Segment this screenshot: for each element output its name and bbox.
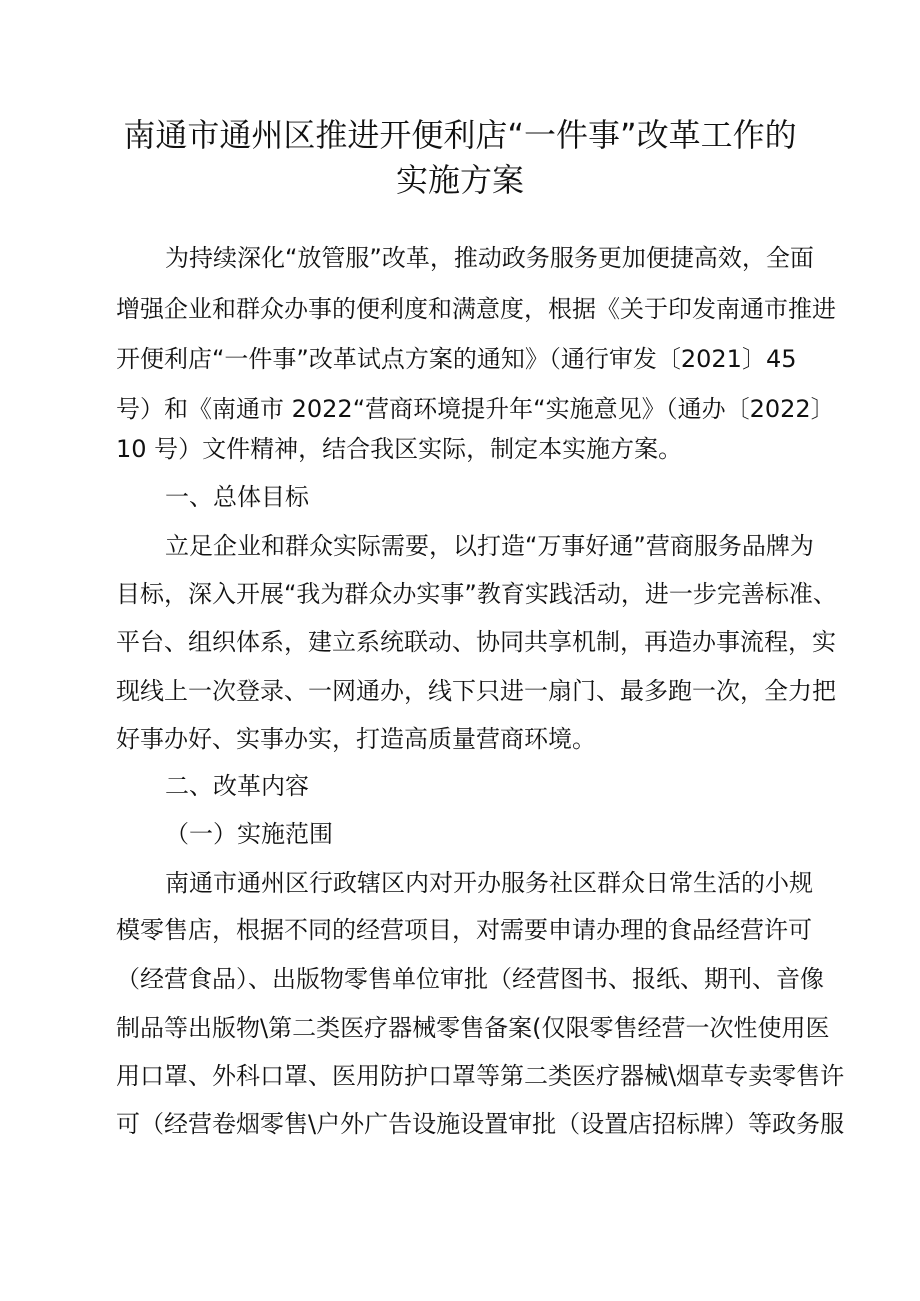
body-line-13: （经营食品）、出版物零售单位审批（经营图书、报纸、期刊、音像 xyxy=(116,965,824,993)
body-line-1: 为持续深化“放管服”改革，推动政务服务更加便捷高效，全面 xyxy=(165,244,814,272)
body-line-16: 可（经营卷烟零售\户外广告设施设置审批（设置店招标牌）等政务服 xyxy=(116,1110,845,1138)
body-line-11: 南通市通州区行政辖区内对开办服务社区群众日常生活的小规 xyxy=(165,869,813,897)
body-line-10: 好事办好、实事办实，打造高质量营商环境。 xyxy=(116,725,596,753)
document-title-line-2: 实施方案 xyxy=(395,161,524,199)
body-line-9: 现线上一次登录、一网通办，线下只进一扇门、最多跑一次，全力把 xyxy=(116,677,836,705)
body-line-8: 平台、组织体系，建立系统联动、协同共享机制，再造办事流程，实 xyxy=(116,628,836,656)
document-title-line-1: 南通市通州区推进开便利店“一件事”改革工作的 xyxy=(123,116,797,154)
body-line-14: 制品等出版物\第二类医疗器械零售备案(仅限零售经营一次性使用医 xyxy=(116,1014,830,1042)
subsection-heading-1: （一）实施范围 xyxy=(165,820,333,848)
body-line-4: 号）和《南通市 2022“营商环境提升年“实施意见》（通办〔2022〕 xyxy=(116,395,835,423)
section-heading-1: 一、总体目标 xyxy=(165,483,309,511)
body-line-3: 开便利店“一件事”改革试点方案的通知》（通行审发〔2021〕45 xyxy=(116,345,797,373)
body-line-15: 用口罩、外科口罩、医用防护口罩等第二类医疗器械\烟草专卖零售许 xyxy=(116,1062,845,1090)
section-heading-2: 二、改革内容 xyxy=(165,772,309,800)
body-line-5: 10 号）文件精神，结合我区实际，制定本实施方案。 xyxy=(116,435,683,463)
body-line-2: 增强企业和群众办事的便利度和满意度，根据《关于印发南通市推进 xyxy=(116,295,836,323)
body-line-12: 模零售店，根据不同的经营项目，对需要申请办理的食品经营许可 xyxy=(116,916,812,944)
body-line-7: 目标，深入开展“我为群众办实事”教育实践活动，进一步完善标准、 xyxy=(116,580,837,608)
body-line-6: 立足企业和群众实际需要，以打造“万事好通”营商服务品牌为 xyxy=(165,532,814,560)
